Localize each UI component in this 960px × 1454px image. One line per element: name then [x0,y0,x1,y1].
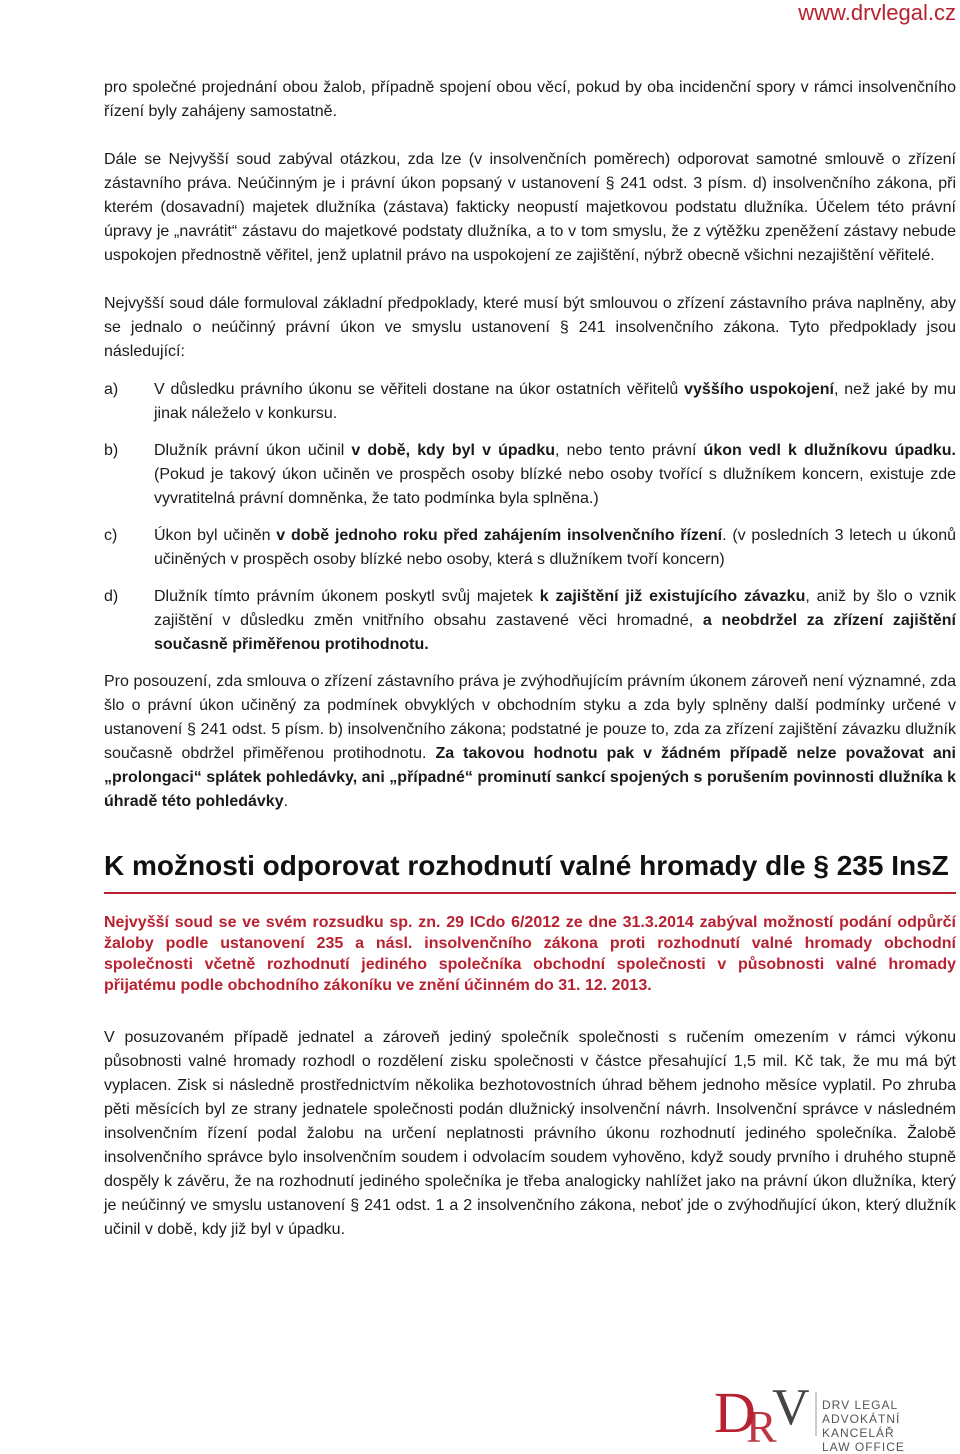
text-span: V důsledku právního úkonu se věřiteli dostane na úkor ostatních věřitelů [154,381,685,398]
list-item-text [154,524,956,572]
list-item [104,524,956,572]
conditions-list [104,378,956,657]
bold-span: úkon vedl k dlužníkovu úpadku. [703,442,957,459]
text-span: , nebo tento právní [555,442,704,459]
svg-text:R: R [746,1401,777,1448]
bold-span: Za takovou hodnotu pak v žádném případě nelze považovat ani „prolongaci“ splátek pohledávky, ani „případné“ prominutí sankcí spojených s porušením povinnosti dlužníka k úhradě této pohledávky [104,745,956,810]
list-item-text [154,585,956,657]
paragraph-1: pro společné projednání obou žalob, případně spojení obou věcí, pokud by oba incidenční spory v rámci insolvenčního řízení byly zahájeny samostatně. [104,79,956,120]
paragraph-2: Dále se Nejvyšší soud zabýval otázkou, zda lze (v insolvenčních poměrech) odporovat samotné smlouvě o zřízení zástavního práva. Neúčinným je i právní úkon popsaný v ustanovení § 241 odst. 3 písm. d) insolvenčního zákona, při kterém (dosavadní) majetek dlužníka (zástava) fakticky neopustí majetkovou podstatu dlužníka. Účelem této právní úpravy je „navrátit“ zástavu do majetkové podstaty dlužníka, a to v tom smyslu, že z výtěžku zpeněžení zástavy nebude uspokojen přednostně věřitel, jenž uplatnil právo na uspokojení ze zajištění, nýbrž obecně všichni nezajištění věřitelé. [104,151,956,264]
text-span: , aniž by šlo o vznik zajištění v důsledku změn vnitřního obsahu zastavené věci hromadné, [154,588,957,629]
text-span: . [283,793,289,810]
paragraph-3: Nejvyšší soud dále formuloval základní předpoklady, které musí být smlouvou o zřízení zástavního práva naplněny, aby se jednalo o neúčinný právní úkon ve smyslu ustanovení § 241 insolvenčního zákona. Tyto předpoklady jsou následující: [104,295,956,360]
bold-span: k zajištění již existujícího závazku [539,588,806,605]
text-span: Dlužník tímto právním úkonem poskytl svůj majetek [154,588,540,605]
logo-line-2: ADVOKÁTNÍ KANCELÁŘ [822,1412,901,1440]
list-item-label: c) [104,527,118,544]
paragraph-4 [104,670,956,814]
text-span: , než jaké by mu jinak náleželo v konkursu. [154,381,957,422]
list-item [104,439,956,511]
list-item-text [154,439,956,511]
logo-line-1: DRV LEGAL [822,1398,899,1412]
list-item-label: d) [104,588,119,605]
list-item-text [154,378,956,426]
logo-line-3: LAW OFFICE [822,1440,905,1454]
text-span: Úkon byl učiněn [154,527,277,544]
bold-span: a neobdržel za zřízení zajištění současně přiměřenou protihodnotu. [154,612,957,653]
section-heading: K možnosti odporovat rozhodnutí valné hromady dle § 235 InsZ [104,850,949,881]
paragraph-5: V posuzovaném případě jednatel a zároveň jediný společník společnosti s ručením omezením v rámci výkonu působnosti valné hromady rozhodl o rozdělení zisku společnosti v částce přesahující 1,5 mil. Kč tak, že mu má být vyplacen. Zisk si následně prostřednictvím několika bezhotovostních úhrad během jednoho měsíce vyplatil. Po zhruba pěti měsících byl ze strany jednatele společnosti podán dlužnický insolvenční návrh. Insolvenční správce v následném insolvenčním řízení podal žalobu na určení neplatnosti právního úkonu rozhodnutí jediného společníka. Žalobě insolvenčního správce bylo insolvenčním soudem i odvolacím soudem vyhověno, když soudy prvního i druhého stupně dospěly k závěru, že na rozhodnutí jediného společníka je třeba analogicky nahlížet jako na právní úkon dlužníka, který je neúčinný ve smyslu ustanovení § 241 odst. 1 a 2 insolvenčního zákona, neboť jde o zvýhodňující úkon, který dlužník učinil v době, kdy již byl v úpadku. [104,1029,956,1238]
text-span: Dlužník právní úkon učinil [154,442,352,459]
bold-span: vyššího uspokojení [684,381,834,398]
bold-span: v době jednoho roku před zahájením insolvenčního řízení [276,527,723,544]
text-span: Pro posouzení, zda smlouva o zřízení zástavního práva je zvýhodňujícím právním úkonem zároveň není významné, zda šlo o právní úkon učiněný za podmínek obvyklých v obchodním styku a zda byly splněny další podmínky určené v ustanovení § 241 odst. 5 písm. b) insolvenčního zákona; podstatné je pouze to, zda za zřízení zajištění závazku dlužník současně obdržel přiměřenou protihodnotu. [104,673,956,762]
text-span: (Pokud je takový úkon učiněn ve prospěch osoby blízké nebo osoby tvořící s dlužníkem koncern, existuje zde vyvratitelná právní domněnka, že tato podmínka byla splněna.) [154,466,956,507]
list-item-label: b) [104,442,119,459]
list-item-label: a) [104,381,119,398]
list-item [104,378,956,426]
case-summary-paragraph: Nejvyšší soud se ve svém rozsudku sp. zn. 29 ICdo 6/2012 ze dne 31.3.2014 zabýval možností podání odpůrčí žaloby podle ustanovení 235 a násl. insolvenčního zákona proti rozhodnutí valné hromady obchodní společnosti včetně rozhodnutí jediného společníka obchodní společnosti v působnosti valné hromady přijatému podle obchodního zákoníku ve znění účinném do 31. 12. 2013. [104,914,956,994]
document-body [104,76,956,1242]
header-url-link[interactable]: www.drvlegal.cz [798,0,956,25]
list-item [104,585,956,657]
text-span: . (v posledních 3 letech u úkonů učiněných v prospěch osoby blízké nebo osoby, která s dlužníkem tvoří koncern) [154,527,956,568]
logo-caption [822,1398,960,1454]
heading-divider [104,892,956,894]
bold-span: v době, kdy byl v úpadku [351,442,556,459]
svg-text:V: V [772,1380,810,1436]
svg-text:D: D [714,1380,756,1445]
